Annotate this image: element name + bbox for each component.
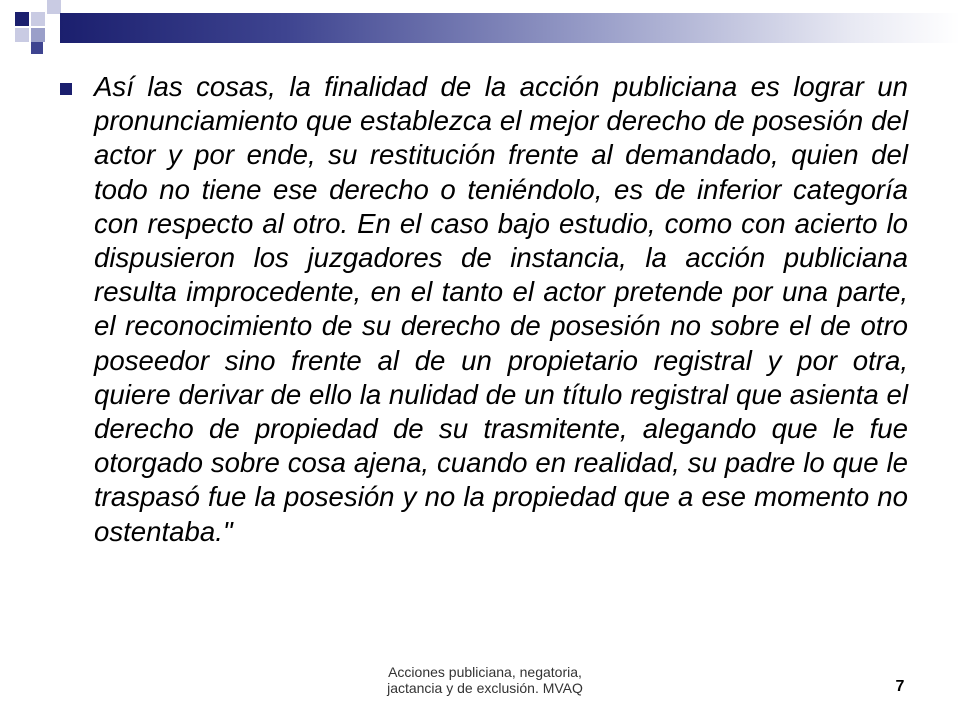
footer-caption — [350, 664, 620, 696]
footer-line-1: Acciones publiciana, negatoria, — [388, 664, 582, 680]
header-gradient-bar — [60, 13, 960, 43]
square-dark-2 — [31, 42, 43, 54]
square-light-1 — [31, 12, 45, 26]
square-light-2 — [47, 0, 61, 14]
body-paragraph: Así las cosas, la finalidad de la acción publiciana es lograr un pronunciamiento que establezca el mejor derecho de posesión del actor y por ende, su restitución frente al demandado, quien del todo no tiene ese derecho o teniéndolo, es de inferior categoría con respecto al otro. En el caso bajo estudio, como con acierto lo dispusieron los juzgadores de instancia, la acción publiciana resulta improcedente, en el tanto el actor pretende por una parte, el reconocimiento de su derecho de posesión no sobre el de otro poseedor sino frente al de un propietario registral y por otra, quiere derivar de ello la nulidad de un título registral que asienta el derecho de propiedad de su trasmitente, alegando que le fue otorgado sobre cosa ajena, cuando en realidad, su padre lo que le traspasó fue la posesión y no la propiedad que a ese momento no ostentaba." — [94, 71, 908, 547]
square-dark-1 — [15, 12, 29, 26]
slide-content — [60, 70, 908, 549]
square-bullet-icon — [60, 83, 72, 95]
footer-line-2: jactancia y de exclusión. MVAQ — [387, 680, 583, 696]
bullet-item — [60, 70, 908, 549]
square-mid-1 — [31, 28, 45, 42]
page-number: 7 — [895, 678, 905, 695]
square-light-3 — [15, 28, 29, 42]
